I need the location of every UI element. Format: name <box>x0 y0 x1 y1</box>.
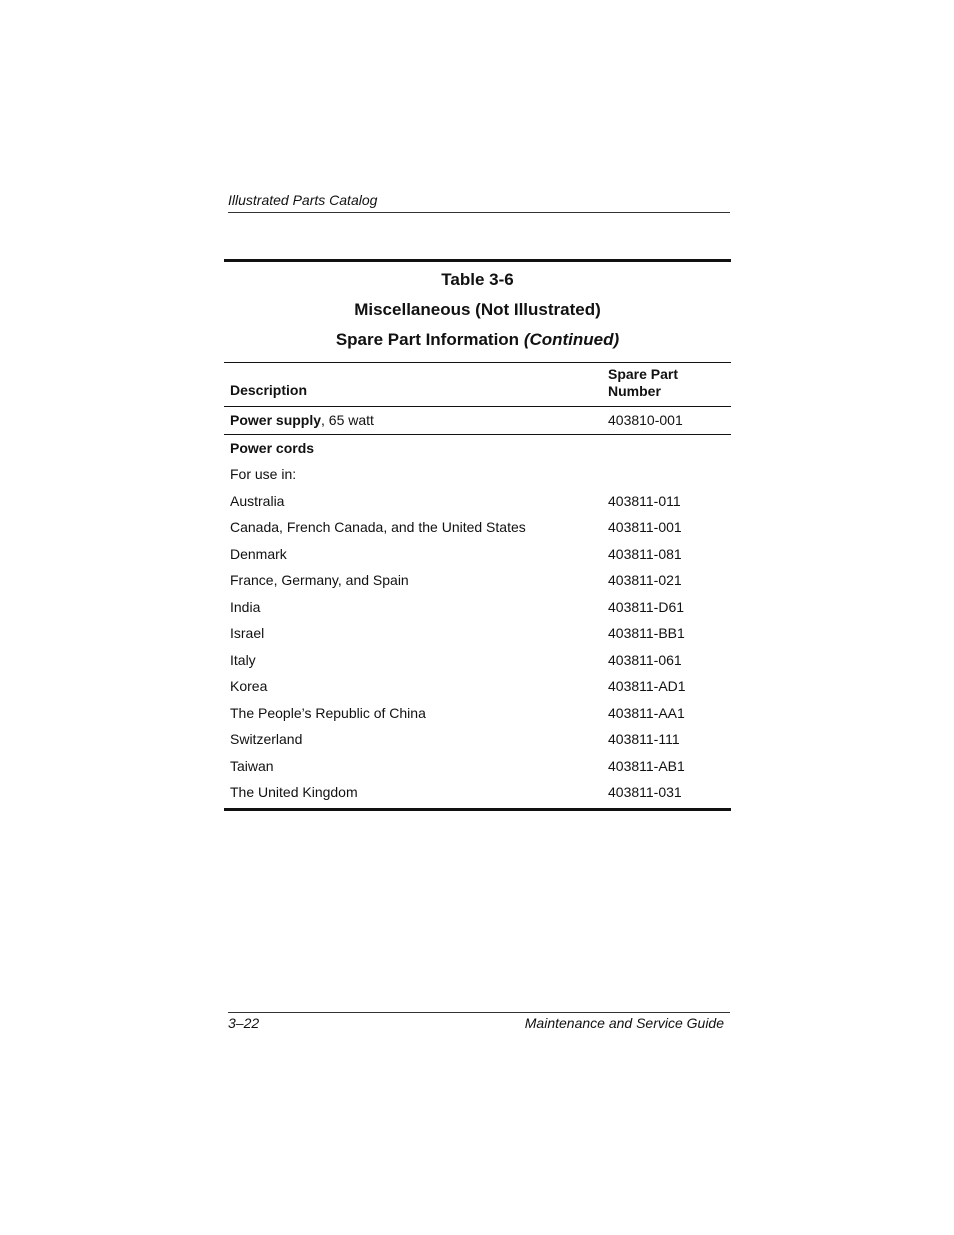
power-cord-region: India <box>230 598 261 615</box>
power-cord-region: The United Kingdom <box>230 784 358 800</box>
running-footer <box>228 1012 730 1031</box>
table-row-for-use-in <box>224 461 731 488</box>
power-cord-part-number: 403811-061 <box>608 651 682 668</box>
table-row <box>224 673 731 700</box>
power-cord-part-number: 403811-AD1 <box>608 678 686 694</box>
spare-parts-table <box>224 259 731 811</box>
table-row <box>224 726 731 753</box>
table-row <box>224 620 731 647</box>
power-supply-label: Power supply <box>230 412 322 428</box>
column-header-spare-part-number <box>608 363 731 406</box>
power-cord-part-number: 403811-031 <box>608 784 682 800</box>
table-continued-label: (Continued) <box>523 330 620 349</box>
power-cord-part-number: 403811-AB1 <box>608 757 685 774</box>
table-header-row <box>224 363 731 407</box>
column-header-spare-part-line2: Number <box>608 383 661 399</box>
power-cord-part-number: 403811-011 <box>608 492 681 509</box>
power-cords-intro-number <box>608 461 731 488</box>
table-row-power-cords-heading <box>224 435 731 462</box>
power-cord-region: Switzerland <box>230 731 303 747</box>
power-cord-region: Italy <box>230 651 256 668</box>
power-cord-region: The People’s Republic of China <box>230 704 426 721</box>
power-cord-region: Korea <box>230 678 268 694</box>
power-cord-list <box>224 488 731 806</box>
table-row <box>224 514 731 541</box>
table-end-rule <box>224 808 731 811</box>
power-cord-part-number: 403811-081 <box>608 545 682 562</box>
power-cord-region: Taiwan <box>230 757 274 774</box>
running-header <box>228 190 730 213</box>
power-cord-part-number: 403811-BB1 <box>608 625 685 641</box>
power-cords-heading-number <box>608 435 731 462</box>
table-subtitle-text: Spare Part Information <box>335 330 520 349</box>
table-number: Table 3-6 <box>441 270 514 289</box>
power-cord-part-number: 403811-111 <box>608 731 680 747</box>
table-row <box>224 753 731 780</box>
table-row <box>224 594 731 621</box>
guide-title: Maintenance and Service Guide <box>524 1015 724 1031</box>
table-row <box>224 567 731 594</box>
table-row <box>224 700 731 727</box>
power-cord-region: Denmark <box>230 545 287 562</box>
power-supply-part-number: 403810-001 <box>608 412 683 428</box>
power-supply-description <box>224 407 608 434</box>
running-header-title: Illustrated Parts Catalog <box>228 192 378 208</box>
column-header-spare-part-line1: Spare Part <box>608 366 679 382</box>
table-row <box>224 488 731 515</box>
table-caption <box>224 265 731 355</box>
power-cord-region: France, Germany, and Spain <box>230 572 409 588</box>
table-row <box>224 779 731 806</box>
power-cord-region: Israel <box>230 625 265 641</box>
power-cord-region: Canada, French Canada, and the United States <box>230 519 526 535</box>
power-cord-part-number: 403811-001 <box>608 519 682 535</box>
power-cord-region: Australia <box>230 492 285 509</box>
table-title: Miscellaneous (Not Illustrated) <box>354 300 601 319</box>
table-row-power-supply <box>224 407 731 435</box>
page-number: 3–22 <box>228 1015 260 1031</box>
table-subtitle <box>224 325 731 355</box>
power-supply-spec: , 65 watt <box>321 412 374 428</box>
power-cord-part-number: 403811-AA1 <box>608 704 685 721</box>
column-header-description: Description <box>230 382 308 398</box>
power-cord-part-number: 403811-D61 <box>608 598 685 615</box>
power-cords-intro: For use in: <box>230 466 297 482</box>
table-row <box>224 541 731 568</box>
table-row <box>224 647 731 674</box>
power-cord-part-number: 403811-021 <box>608 572 682 588</box>
power-cords-heading: Power cords <box>230 439 315 456</box>
